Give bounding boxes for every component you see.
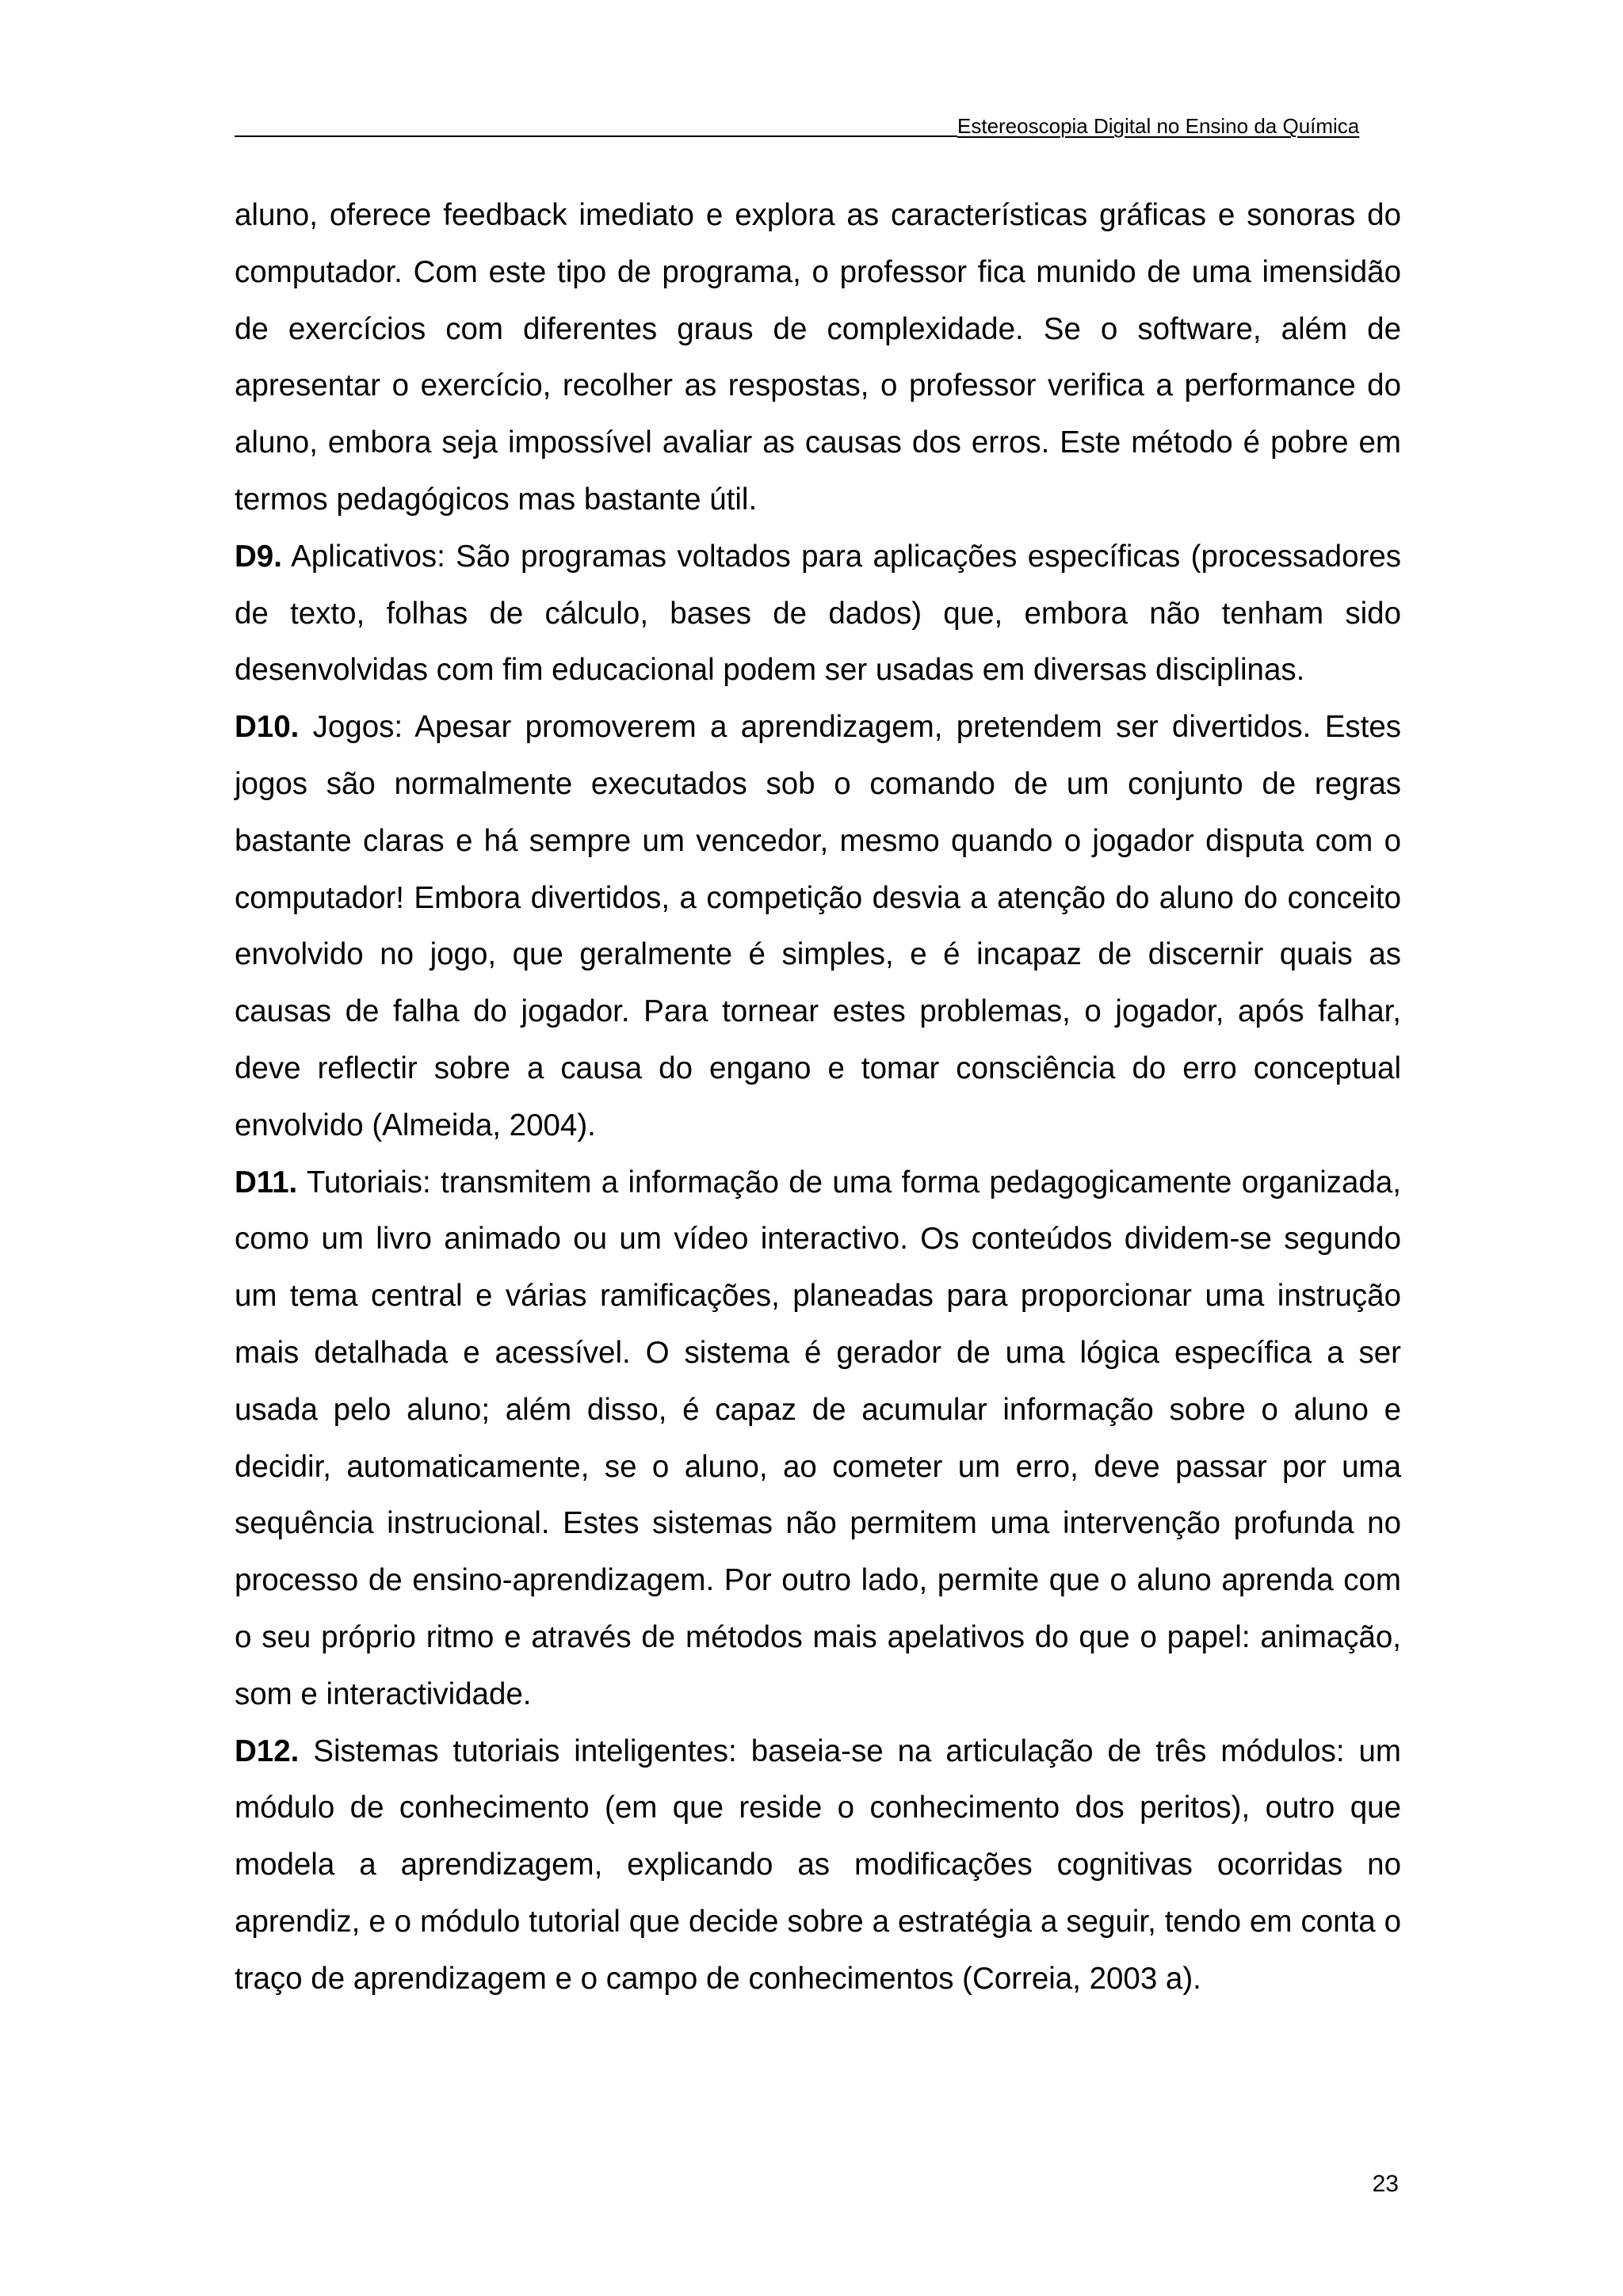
paragraph-continuation: [235, 187, 1401, 528]
header-rule: [235, 135, 957, 137]
paragraph-label: D12.: [235, 1733, 300, 1768]
paragraph-d9: [235, 528, 1401, 699]
paragraph-text: Sistemas tutoriais inteligentes: baseia-se na articulação de três módulos: um módulo de conhecimento (em que reside o conhecimento dos peritos), outro que modela a aprendizagem, explicando as modificações cognitivas ocorridas no aprendiz, e o módulo tutorial que decide sobre a estratégia a seguir, tendo em conta o traço de aprendizagem e o campo de conhecimentos (Correia, 2003 a).: [235, 1733, 1401, 1996]
body-text: [235, 187, 1401, 2008]
paragraph-text: Aplicativos: São programas voltados para aplicações específicas (processadores de texto, folhas de cálculo, bases de dados) que, embora não tenham sido desenvolvidas com fim educacional podem ser usadas em diversas disciplinas.: [235, 539, 1401, 688]
paragraph-label: D9.: [235, 539, 282, 574]
page-number: 23: [1372, 2171, 1399, 2197]
paragraph-text: Jogos: Apesar promoverem a aprendizagem, pretendem ser divertidos. Estes jogos são normalmente executados sob o comando de um conjunto de regras bastante claras e há sempre um vencedor, mesmo quando o jogador disputa com o computador! Embora divertidos, a competição desvia a atenção do aluno do conceito envolvido no jogo, que geralmente é simples, e é incapaz de discernir quais as causas de falha do jogador. Para tornear estes problemas, o jogador, após falhar, deve reflectir sobre a causa do engano e tomar consciência do erro conceptual envolvido (Almeida, 2004).: [235, 710, 1401, 1142]
paragraph-text: Tutoriais: transmitem a informação de uma forma pedagogicamente organizada, como um livro animado ou um vídeo interactivo. Os conteúdos dividem-se segundo um tema central e várias ramificações, planeadas para proporcionar uma instrução mais detalhada e acessível. O sistema é gerador de uma lógica específica a ser usada pelo aluno; além disso, é capaz de acumular informação sobre o aluno e decidir, automaticamente, se o aluno, ao cometer um erro, deve passar por uma sequência instrucional. Estes sistemas não permitem uma intervenção profunda no processo de ensino-aprendizagem. Por outro lado, permite que o aluno aprenda com o seu próprio ritmo e através de métodos mais apelativos do que o papel: animação, som e interactividade.: [235, 1165, 1401, 1711]
page-header: [235, 100, 1395, 139]
running-header-title: Estereoscopia Digital no Ensino da Química: [957, 114, 1360, 138]
paragraph-label: D10.: [235, 710, 300, 745]
paragraph-label: D11.: [235, 1165, 298, 1199]
paragraph-d10: [235, 699, 1401, 1154]
paragraph-text: aluno, oferece feedback imediato e explora as características gráficas e sonoras do computador. Com este tipo de programa, o professor fica munido de uma imensidão de exercícios com diferentes graus de complexidade. Se o software, além de apresentar o exercício, recolher as respostas, o professor verifica a performance do aluno, embora seja impossível avaliar as causas dos erros. Este método é pobre em termos pedagógicos mas bastante útil.: [235, 198, 1401, 517]
paragraph-d12: [235, 1723, 1401, 2008]
paragraph-d11: [235, 1154, 1401, 1723]
